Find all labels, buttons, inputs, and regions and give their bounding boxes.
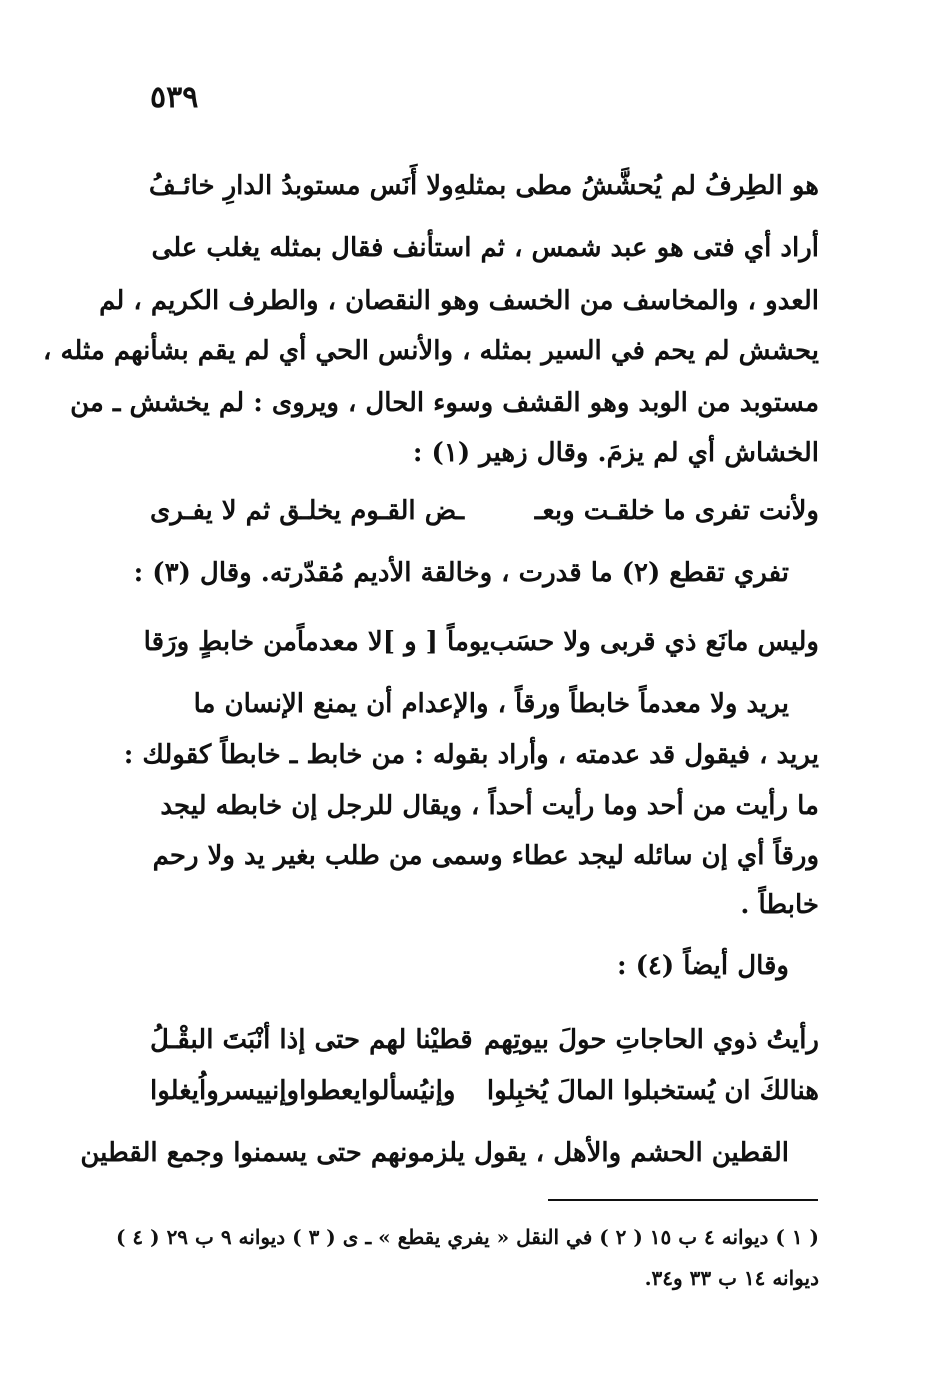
verse-4-second-hemistich: قطيْنا لهم حتى إذا أنْبَتَ البقْـلُ (150, 1025, 473, 1055)
paragraph-3-line-2: يريد ، فيقول قد عدمته ، وأراد بقوله : من خابط ـ خابطاً كقولك : (123, 740, 819, 770)
verse-1-first-hemistich: هو الطِرفُ لم يُحشَّشُ مطى بمثلهِ (453, 171, 819, 201)
verse-3-second-hemistich: يوماً [ و ]لا معدماًمن خابطٍ ورَقا (143, 627, 490, 657)
verse-5-first-hemistich: هنالكَ ان يُستخبلوا المالَ يُخبِلوا (486, 1076, 819, 1106)
page-number: ٥٣٩ (150, 80, 199, 115)
verse-2-first-hemistich: ولأنت تفرى ما خلقـت وبعـ (534, 496, 819, 526)
verse-4-first-hemistich: رأيتُ ذوي الحاجاتِ حولَ بيوتِهم (484, 1025, 819, 1055)
verse-5-second-hemistich: وإنيُسألوايعطواوإنييسرواُيغلوا (150, 1076, 456, 1106)
verse-3 (143, 622, 819, 662)
footnote-divider (548, 1199, 818, 1201)
verse-3-first-hemistich: وليس مانَع ذي قربى ولا حسَب (489, 627, 819, 657)
verse-1 (150, 166, 819, 206)
verse-5 (150, 1071, 819, 1111)
paragraph-1-line-3: يحشش لم يحم في السير بمثله ، والأنس الحي أي لم يقم بشأنهم مثله ، (43, 336, 819, 366)
paragraph-2-line-1: تفري تقطع (٢) ما قدرت ، وخالقة الأديم مُقدّرته. وقال (٣) : (133, 558, 789, 588)
footnote-line-1: ( ١ ) ديوانه ٤ ب ١٥ ( ٢ ) في النقل « يفري يقطع » ـ ى ( ٣ ) ديوانه ٩ ب ٢٩ ( ٤ ) (115, 1225, 819, 1249)
verse-1-second-hemistich: ولا أَنَس مستوبدُ الدارِ خائـفُ (148, 171, 454, 201)
paragraph-1-line-4: مستوبد من الوبد وهو القشف وسوء الحال ، ويروى : لم يخشش ـ من (70, 388, 819, 418)
verse-4 (150, 1020, 819, 1060)
paragraph-1-line-2: العدو ، والمخاسف من الخسف وهو النقصان ، والطرف الكريم ، لم (99, 286, 819, 316)
paragraph-3-line-1: يريد ولا معدماً خابطاً ورقاً ، والإعدام أن يمنع الإنسان ما (193, 689, 789, 719)
paragraph-3-line-4: ورقاً أي إن سائله ليجد عطاء وسمى من طلب بغير يد ولا رحم (152, 841, 819, 871)
paragraph-3-line-3: ما رأيت من أحد وما رأيت أحداً ، ويقال للرجل إن خابطه ليجد (160, 791, 819, 821)
paragraph-1-line-1: أراد أي فتى هو عبد شمس ، ثم استأنف فقال بمثله يغلب على (151, 233, 819, 263)
verse-2 (150, 491, 819, 531)
footnote-line-2: ديوانه ١٤ ب ٣٣ و٣٤. (644, 1266, 819, 1290)
paragraph-3-line-5: خابطاً . (740, 890, 819, 920)
paragraph-5: القطين الحشم والأهل ، يقول يلزمونهم حتى يسمنوا وجمع القطين (80, 1138, 789, 1168)
paragraph-4: وقال أيضاً (٤) : (616, 951, 789, 981)
verse-2-second-hemistich: ـض القـوم يخلـق ثم لا يفـرى (150, 496, 465, 526)
paragraph-1-line-5: الخشاش أي لم يزمَ. وقال زهير (١) : (412, 438, 819, 468)
